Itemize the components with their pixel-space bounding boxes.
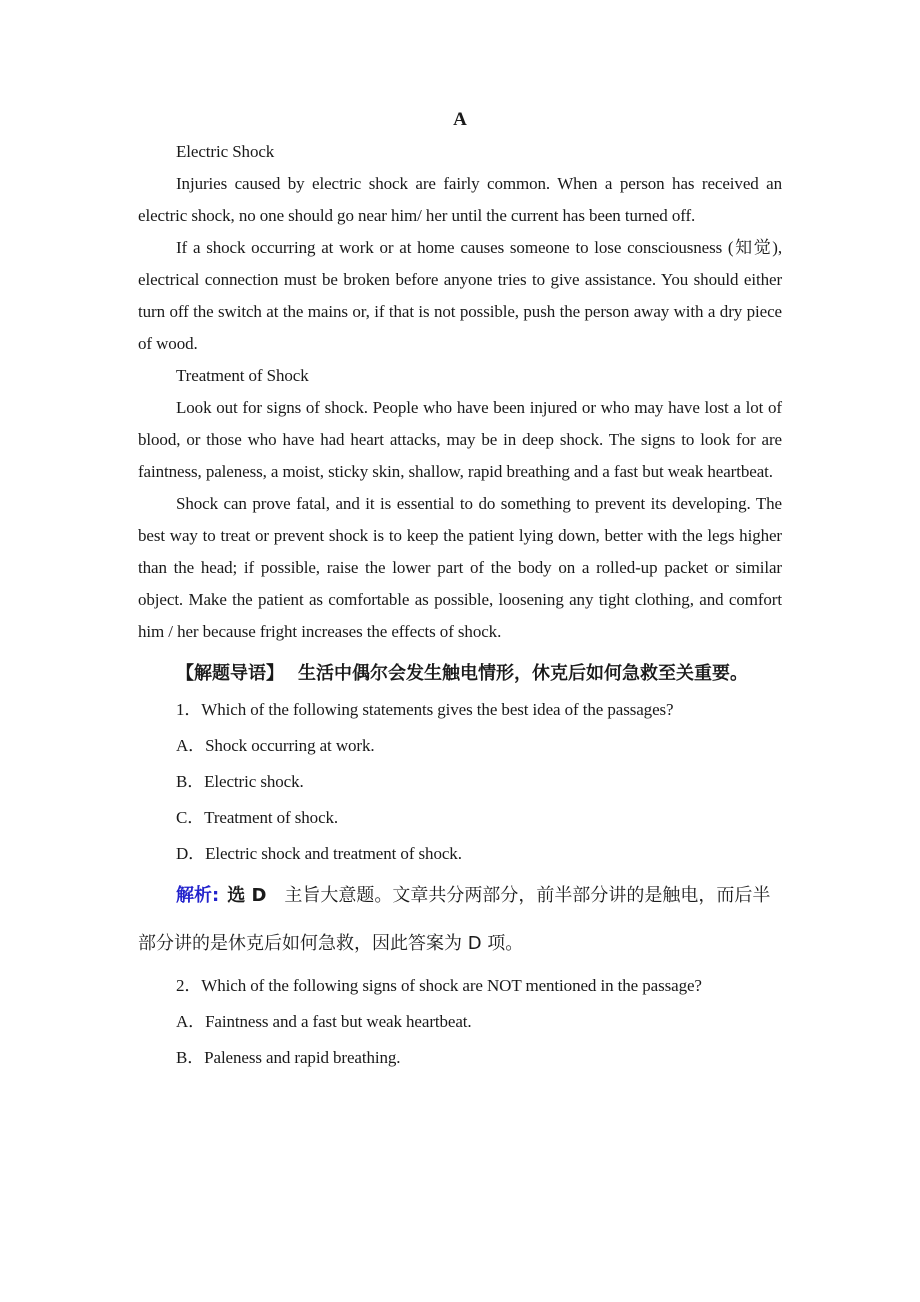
guide-text: 生活中偶尔会发生触电情形，休克后如何急救至关重要。 bbox=[298, 663, 748, 684]
question-2-block bbox=[138, 968, 782, 1076]
question-1-option-c: C．Treatment of shock. bbox=[176, 808, 339, 827]
question-2-stem: 2．Which of the following signs of shock are NOT mentioned in the passage? bbox=[176, 976, 702, 995]
passage-heading-treatment-of-shock: Treatment of Shock bbox=[176, 366, 309, 385]
question-2-option-a: A．Faintness and a fast but weak heartbeat. bbox=[176, 1012, 472, 1031]
question-1-option-b: B．Electric shock. bbox=[176, 772, 304, 791]
question-1-block bbox=[138, 692, 782, 872]
question-1-option-a: A．Shock occurring at work. bbox=[176, 736, 375, 755]
passage-paragraph-2: If a shock occurring at work or at home causes someone to lose consciousness (知觉), electrical connection must be broken before anyone tries to give assistance. You should either turn off the switch at the mains or, if that is not possible, push the person away with a dry piece of wood. bbox=[138, 238, 782, 353]
passage-heading-electric-shock: Electric Shock bbox=[176, 142, 275, 161]
question-1-stem: 1．Which of the following statements gives the best idea of the passages? bbox=[176, 700, 674, 719]
analysis-text: 主旨大意题。文章共分两部分，前半部分讲的是触电，而后半部分讲的是休克后如何急救，因此答案为 D 项。 bbox=[138, 885, 771, 954]
question-1-analysis bbox=[138, 872, 782, 968]
guide-line bbox=[138, 656, 782, 692]
analysis-label: 解析: bbox=[176, 885, 220, 906]
guide-label: 【解题导语】 bbox=[176, 663, 284, 684]
analysis-answer: 选 D bbox=[227, 885, 267, 906]
passage-paragraph-4: Shock can prove fatal, and it is essential to do something to prevent its developing. The best way to treat or prevent shock is to keep the patient lying down, better with the legs higher than the head; if possible, raise the lower part of the body on a rolled-up packet or similar object. Make the patient as comfortable as possible, loosening any tight clothing, and comfort him / her because fright increases the effects of shock. bbox=[138, 494, 782, 641]
section-letter: A bbox=[453, 109, 467, 130]
document-page bbox=[138, 0, 782, 1076]
passage-paragraph-1: Injuries caused by electric shock are fairly common. When a person has received an electric shock, no one should go near him/ her until the current has been turned off. bbox=[138, 174, 782, 225]
question-2-option-b: B．Paleness and rapid breathing. bbox=[176, 1048, 401, 1067]
question-1-option-d: D．Electric shock and treatment of shock. bbox=[176, 844, 462, 863]
passage-paragraph-3: Look out for signs of shock. People who have been injured or who may have lost a lot of blood, or those who have had heart attacks, may be in deep shock. The signs to look for are faintness, paleness, a moist, sticky skin, shallow, rapid breathing and a fast but weak heartbeat. bbox=[138, 398, 782, 481]
